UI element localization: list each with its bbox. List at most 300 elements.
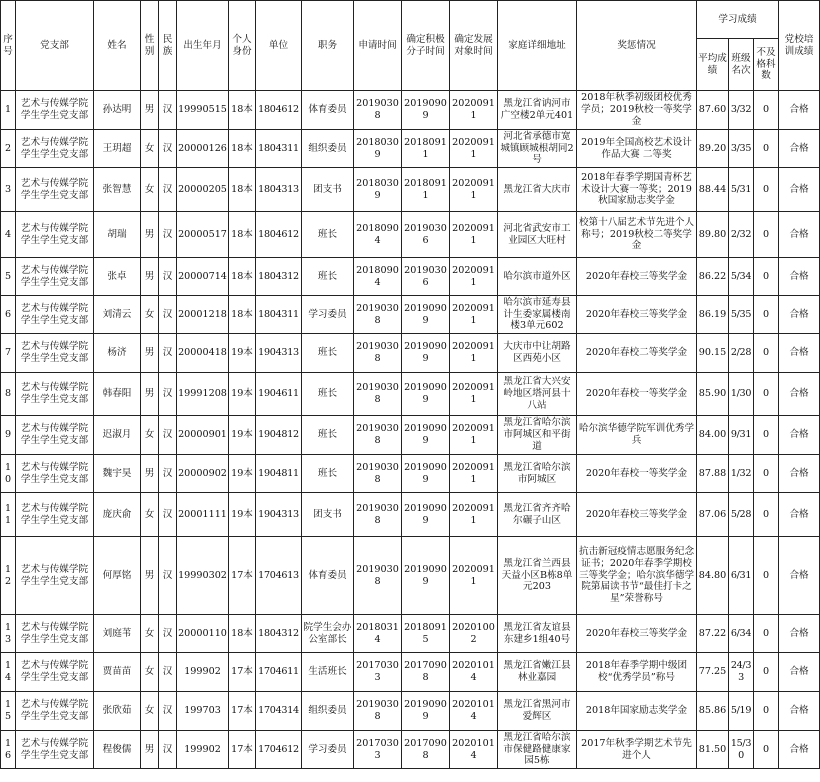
branch-cell: 艺术与传媒学院学生学生党支部 <box>16 653 94 692</box>
name-cell: 迟淑月 <box>94 416 141 455</box>
birth-cell: 20000517 <box>177 212 229 258</box>
birth-cell: 199902 <box>177 731 229 769</box>
birth-cell: 19991208 <box>177 373 229 416</box>
avg-score-cell: 86.19 <box>697 296 729 334</box>
avg-score-cell: 85.90 <box>697 373 729 416</box>
birth-cell: 20000902 <box>177 455 229 493</box>
activist-date-cell: 20180911 <box>402 130 450 168</box>
identity-cell: 18本 <box>229 296 256 334</box>
candidate-date-cell: 20200911 <box>450 258 498 296</box>
activist-date-cell: 20190909 <box>402 296 450 334</box>
awards-cell: 抗击新冠疫情志愿服务纪念证书；2020年春季学期校三等奖学金；哈尔滨华德学院第届读书节“最佳打卡之星”荣誉称号 <box>577 537 697 615</box>
avg-score-cell: 89.20 <box>697 130 729 168</box>
apply-date-cell: 20180904 <box>354 258 402 296</box>
gender-cell: 女 <box>141 653 159 692</box>
class-rank-cell: 1/32 <box>729 455 754 493</box>
awards-cell: 2020年春校三等奖学金 <box>577 296 697 334</box>
class-rank-cell: 2/32 <box>729 212 754 258</box>
ethnicity-cell: 汉 <box>159 493 177 537</box>
avg-score-cell: 88.44 <box>697 168 729 212</box>
unit-cell: 1904313 <box>256 493 302 537</box>
gender-cell: 女 <box>141 692 159 731</box>
unit-cell: 1804312 <box>256 615 302 653</box>
identity-cell: 19本 <box>229 455 256 493</box>
index-cell: 15 <box>1 692 16 731</box>
name-cell: 刘庭苇 <box>94 615 141 653</box>
apply-date-cell: 20180904 <box>354 212 402 258</box>
class-rank-cell: 3/32 <box>729 91 754 130</box>
failed-count-cell: 0 <box>754 537 779 615</box>
training-cell: 合格 <box>779 692 820 731</box>
candidate-date-cell: 20200911 <box>450 168 498 212</box>
awards-cell: 校第十八届艺术节先进个人称号；2019秋校二等奖学金 <box>577 212 697 258</box>
branch-cell: 艺术与传媒学院学生学生党支部 <box>16 615 94 653</box>
header-index: 序号 <box>1 1 16 91</box>
activist-date-cell: 20180915 <box>402 615 450 653</box>
name-cell: 庞庆俞 <box>94 493 141 537</box>
training-cell: 合格 <box>779 296 820 334</box>
address-cell: 黑龙江省哈尔滨市保健路健康家园5栋 <box>498 731 577 769</box>
table-row <box>1 615 820 653</box>
birth-cell: 199902 <box>177 653 229 692</box>
address-cell: 黑龙江省哈尔滨市阿城区和平街道 <box>498 416 577 455</box>
gender-cell: 女 <box>141 296 159 334</box>
ethnicity-cell: 汉 <box>159 168 177 212</box>
birth-cell: 20000418 <box>177 334 229 373</box>
candidate-date-cell: 20200911 <box>450 91 498 130</box>
position-cell: 团支书 <box>302 168 354 212</box>
activist-date-cell: 20190909 <box>402 91 450 130</box>
unit-cell: 1904811 <box>256 455 302 493</box>
name-cell: 韩春阳 <box>94 373 141 416</box>
apply-date-cell: 20170303 <box>354 731 402 769</box>
branch-cell: 艺术与传媒学院学生学生党支部 <box>16 537 94 615</box>
training-cell: 合格 <box>779 615 820 653</box>
awards-cell: 2020年春校三等奖学金 <box>577 493 697 537</box>
header-ethnicity: 民族 <box>159 1 177 91</box>
avg-score-cell: 87.06 <box>697 493 729 537</box>
failed-count-cell: 0 <box>754 416 779 455</box>
ethnicity-cell: 汉 <box>159 416 177 455</box>
index-cell: 4 <box>1 212 16 258</box>
ethnicity-cell: 汉 <box>159 455 177 493</box>
ethnicity-cell: 汉 <box>159 615 177 653</box>
unit-cell: 1904611 <box>256 373 302 416</box>
address-cell: 黑龙江省友谊县东建乡1组40号 <box>498 615 577 653</box>
class-rank-cell: 6/31 <box>729 537 754 615</box>
failed-count-cell: 0 <box>754 615 779 653</box>
candidate-date-cell: 20200911 <box>450 416 498 455</box>
avg-score-cell: 87.22 <box>697 615 729 653</box>
activist-date-cell: 20170908 <box>402 653 450 692</box>
apply-date-cell: 20190308 <box>354 455 402 493</box>
position-cell: 院学生会办公室部长 <box>302 615 354 653</box>
table-row <box>1 168 820 212</box>
branch-cell: 艺术与传媒学院学生学生党支部 <box>16 373 94 416</box>
training-cell: 合格 <box>779 416 820 455</box>
position-cell: 班长 <box>302 258 354 296</box>
table-row <box>1 537 820 615</box>
header-name: 姓名 <box>94 1 141 91</box>
name-cell: 张卓 <box>94 258 141 296</box>
birth-cell: 20000110 <box>177 615 229 653</box>
position-cell: 体育委员 <box>302 537 354 615</box>
ethnicity-cell: 汉 <box>159 334 177 373</box>
ethnicity-cell: 汉 <box>159 212 177 258</box>
birth-cell: 20000205 <box>177 168 229 212</box>
birth-cell: 20001111 <box>177 493 229 537</box>
activist-date-cell: 20190909 <box>402 493 450 537</box>
header-apply-date: 申请时间 <box>354 1 402 91</box>
header-awards: 奖惩情况 <box>577 1 697 91</box>
gender-cell: 男 <box>141 373 159 416</box>
avg-score-cell: 89.80 <box>697 212 729 258</box>
apply-date-cell: 20180309 <box>354 130 402 168</box>
header-gender: 性别 <box>141 1 159 91</box>
name-cell: 程俊儒 <box>94 731 141 769</box>
gender-cell: 男 <box>141 537 159 615</box>
position-cell: 班长 <box>302 416 354 455</box>
branch-cell: 艺术与传媒学院学生学生党支部 <box>16 258 94 296</box>
identity-cell: 17本 <box>229 537 256 615</box>
training-cell: 合格 <box>779 493 820 537</box>
avg-score-cell: 86.22 <box>697 258 729 296</box>
gender-cell: 男 <box>141 258 159 296</box>
class-rank-cell: 3/35 <box>729 130 754 168</box>
header-class-rank: 班级名次 <box>729 39 754 91</box>
unit-cell: 1704611 <box>256 653 302 692</box>
unit-cell: 1704314 <box>256 692 302 731</box>
failed-count-cell: 0 <box>754 653 779 692</box>
address-cell: 哈尔滨市道外区 <box>498 258 577 296</box>
table-row <box>1 653 820 692</box>
name-cell: 何厚铭 <box>94 537 141 615</box>
index-cell: 1 <box>1 91 16 130</box>
address-cell: 黑龙江省大兴安岭地区塔河县十八站 <box>498 373 577 416</box>
header-avg-score: 平均成绩 <box>697 39 729 91</box>
failed-count-cell: 0 <box>754 296 779 334</box>
birth-cell: 19990302 <box>177 537 229 615</box>
branch-cell: 艺术与传媒学院学生学生党支部 <box>16 455 94 493</box>
position-cell: 组织委员 <box>302 130 354 168</box>
awards-cell: 2020年春校三等奖学金 <box>577 258 697 296</box>
failed-count-cell: 0 <box>754 373 779 416</box>
ethnicity-cell: 汉 <box>159 692 177 731</box>
failed-count-cell: 0 <box>754 455 779 493</box>
index-cell: 8 <box>1 373 16 416</box>
branch-cell: 艺术与传媒学院学生学生党支部 <box>16 731 94 769</box>
class-rank-cell: 5/31 <box>729 168 754 212</box>
index-cell: 11 <box>1 493 16 537</box>
table-row <box>1 416 820 455</box>
activist-date-cell: 20190909 <box>402 373 450 416</box>
activist-date-cell: 20190306 <box>402 212 450 258</box>
position-cell: 团支书 <box>302 493 354 537</box>
address-cell: 河北省武安市工业园区大旺村 <box>498 212 577 258</box>
apply-date-cell: 20190308 <box>354 692 402 731</box>
birth-cell: 20000126 <box>177 130 229 168</box>
avg-score-cell: 84.00 <box>697 416 729 455</box>
activist-date-cell: 20190909 <box>402 692 450 731</box>
table-row <box>1 212 820 258</box>
class-rank-cell: 15/30 <box>729 731 754 769</box>
index-cell: 16 <box>1 731 16 769</box>
header-study-group: 学习成绩 <box>697 1 779 39</box>
address-cell: 哈尔滨市延寿县计生委家属楼南楼3单元602 <box>498 296 577 334</box>
awards-cell: 2018年国家励志奖学金 <box>577 692 697 731</box>
class-rank-cell: 24/33 <box>729 653 754 692</box>
table-row <box>1 130 820 168</box>
header-activist-date: 确定积极分子时间 <box>402 1 450 91</box>
class-rank-cell: 6/34 <box>729 615 754 653</box>
class-rank-cell: 9/31 <box>729 416 754 455</box>
name-cell: 张欣茹 <box>94 692 141 731</box>
unit-cell: 1704613 <box>256 537 302 615</box>
awards-cell: 2018年春季学期中级团校“优秀学员”称号 <box>577 653 697 692</box>
class-rank-cell: 1/30 <box>729 373 754 416</box>
candidate-date-cell: 20200911 <box>450 493 498 537</box>
failed-count-cell: 0 <box>754 334 779 373</box>
activist-date-cell: 20190306 <box>402 258 450 296</box>
name-cell: 刘清云 <box>94 296 141 334</box>
name-cell: 胡瑞 <box>94 212 141 258</box>
ethnicity-cell: 汉 <box>159 731 177 769</box>
apply-date-cell: 20170303 <box>354 653 402 692</box>
candidate-date-cell: 20201014 <box>450 653 498 692</box>
awards-cell: 2020年春校一等奖学金 <box>577 373 697 416</box>
name-cell: 王玥超 <box>94 130 141 168</box>
header-training: 党校培训成绩 <box>779 1 820 91</box>
name-cell: 魏宇昊 <box>94 455 141 493</box>
apply-date-cell: 20190308 <box>354 296 402 334</box>
birth-cell: 20001218 <box>177 296 229 334</box>
training-cell: 合格 <box>779 373 820 416</box>
address-cell: 黑龙江省齐齐哈尔碾子山区 <box>498 493 577 537</box>
branch-cell: 艺术与传媒学院学生学生党支部 <box>16 91 94 130</box>
ethnicity-cell: 汉 <box>159 130 177 168</box>
identity-cell: 18本 <box>229 258 256 296</box>
gender-cell: 女 <box>141 493 159 537</box>
name-cell: 孙达明 <box>94 91 141 130</box>
ethnicity-cell: 汉 <box>159 296 177 334</box>
unit-cell: 1804612 <box>256 91 302 130</box>
unit-cell: 1804311 <box>256 130 302 168</box>
gender-cell: 男 <box>141 731 159 769</box>
ethnicity-cell: 汉 <box>159 373 177 416</box>
birth-cell: 19990515 <box>177 91 229 130</box>
position-cell: 生活班长 <box>302 653 354 692</box>
activist-date-cell: 20190909 <box>402 334 450 373</box>
apply-date-cell: 20190308 <box>354 416 402 455</box>
candidate-date-cell: 20200911 <box>450 373 498 416</box>
birth-cell: 199703 <box>177 692 229 731</box>
ethnicity-cell: 汉 <box>159 91 177 130</box>
candidate-date-cell: 20200911 <box>450 537 498 615</box>
failed-count-cell: 0 <box>754 130 779 168</box>
training-cell: 合格 <box>779 130 820 168</box>
position-cell: 班长 <box>302 334 354 373</box>
candidate-date-cell: 20200911 <box>450 212 498 258</box>
training-cell: 合格 <box>779 731 820 769</box>
address-cell: 大庆市中让胡路区西苑小区 <box>498 334 577 373</box>
gender-cell: 男 <box>141 455 159 493</box>
index-cell: 5 <box>1 258 16 296</box>
header-failed-count: 不及格科数 <box>754 39 779 91</box>
awards-cell: 2017年秋季学期艺术节先进个人 <box>577 731 697 769</box>
branch-cell: 艺术与传媒学院学生学生党支部 <box>16 493 94 537</box>
candidate-date-cell: 20200911 <box>450 130 498 168</box>
avg-score-cell: 77.25 <box>697 653 729 692</box>
position-cell: 组织委员 <box>302 692 354 731</box>
table-row <box>1 373 820 416</box>
candidate-date-cell: 20201002 <box>450 615 498 653</box>
position-cell: 班长 <box>302 455 354 493</box>
candidate-date-cell: 20200911 <box>450 296 498 334</box>
branch-cell: 艺术与传媒学院学生学生党支部 <box>16 692 94 731</box>
training-cell: 合格 <box>779 168 820 212</box>
unit-cell: 1704612 <box>256 731 302 769</box>
identity-cell: 18本 <box>229 212 256 258</box>
training-cell: 合格 <box>779 258 820 296</box>
position-cell: 班长 <box>302 373 354 416</box>
header-candidate-date: 确定发展对象时间 <box>450 1 498 91</box>
candidate-date-cell: 20200911 <box>450 334 498 373</box>
activist-date-cell: 20190909 <box>402 416 450 455</box>
address-cell: 黑龙江省兰西县天益小区B栋8单元203 <box>498 537 577 615</box>
failed-count-cell: 0 <box>754 258 779 296</box>
index-cell: 10 <box>1 455 16 493</box>
identity-cell: 18本 <box>229 168 256 212</box>
activist-date-cell: 20170908 <box>402 731 450 769</box>
failed-count-cell: 0 <box>754 168 779 212</box>
table-row <box>1 258 820 296</box>
candidate-date-cell: 20201014 <box>450 692 498 731</box>
class-rank-cell: 5/19 <box>729 692 754 731</box>
index-cell: 6 <box>1 296 16 334</box>
awards-cell: 2020年春校一等奖学金 <box>577 455 697 493</box>
position-cell: 学习委员 <box>302 296 354 334</box>
identity-cell: 17本 <box>229 653 256 692</box>
index-cell: 2 <box>1 130 16 168</box>
activist-date-cell: 20180911 <box>402 168 450 212</box>
avg-score-cell: 85.86 <box>697 692 729 731</box>
apply-date-cell: 20180309 <box>354 168 402 212</box>
failed-count-cell: 0 <box>754 212 779 258</box>
branch-cell: 艺术与传媒学院学生学生党支部 <box>16 168 94 212</box>
position-cell: 班长 <box>302 212 354 258</box>
gender-cell: 男 <box>141 212 159 258</box>
identity-cell: 17本 <box>229 692 256 731</box>
table-row <box>1 296 820 334</box>
header-unit: 单位 <box>256 1 302 91</box>
class-rank-cell: 5/28 <box>729 493 754 537</box>
unit-cell: 1904812 <box>256 416 302 455</box>
index-cell: 7 <box>1 334 16 373</box>
address-cell: 黑龙江省讷河市广空楼2单元401 <box>498 91 577 130</box>
training-cell: 合格 <box>779 91 820 130</box>
gender-cell: 女 <box>141 416 159 455</box>
address-cell: 黑龙江省嫩江县林业嘉园 <box>498 653 577 692</box>
training-cell: 合格 <box>779 212 820 258</box>
training-cell: 合格 <box>779 537 820 615</box>
gender-cell: 女 <box>141 615 159 653</box>
name-cell: 张智慧 <box>94 168 141 212</box>
position-cell: 体育委员 <box>302 91 354 130</box>
table-row <box>1 731 820 769</box>
address-cell: 河北省承德市宽城镇顾城根胡同2号 <box>498 130 577 168</box>
header-identity: 个人身份 <box>229 1 256 91</box>
candidate-date-cell: 20200911 <box>450 455 498 493</box>
table-row <box>1 91 820 130</box>
failed-count-cell: 0 <box>754 731 779 769</box>
position-cell: 学习委员 <box>302 731 354 769</box>
awards-cell: 2019年全国高校艺术设计作品大赛 二等奖 <box>577 130 697 168</box>
branch-cell: 艺术与传媒学院学生学生党支部 <box>16 296 94 334</box>
branch-cell: 艺术与传媒学院学生学生党支部 <box>16 334 94 373</box>
identity-cell: 19本 <box>229 493 256 537</box>
name-cell: 贾苗苗 <box>94 653 141 692</box>
identity-cell: 18本 <box>229 130 256 168</box>
apply-date-cell: 20190308 <box>354 373 402 416</box>
address-cell: 黑龙江省黑河市爱辉区 <box>498 692 577 731</box>
branch-cell: 艺术与传媒学院学生学生党支部 <box>16 416 94 455</box>
candidate-date-cell: 20201014 <box>450 731 498 769</box>
awards-cell: 2020年春校二等奖学金 <box>577 334 697 373</box>
gender-cell: 男 <box>141 334 159 373</box>
apply-date-cell: 20190308 <box>354 91 402 130</box>
index-cell: 13 <box>1 615 16 653</box>
birth-cell: 20000901 <box>177 416 229 455</box>
avg-score-cell: 87.60 <box>697 91 729 130</box>
index-cell: 3 <box>1 168 16 212</box>
gender-cell: 女 <box>141 168 159 212</box>
name-cell: 杨济 <box>94 334 141 373</box>
avg-score-cell: 90.15 <box>697 334 729 373</box>
awards-cell: 哈尔滨华德学院军训优秀学兵 <box>577 416 697 455</box>
avg-score-cell: 87.88 <box>697 455 729 493</box>
apply-date-cell: 20190308 <box>354 537 402 615</box>
unit-cell: 1804312 <box>256 258 302 296</box>
class-rank-cell: 5/34 <box>729 258 754 296</box>
header-birth: 出生年月 <box>177 1 229 91</box>
unit-cell: 1804313 <box>256 168 302 212</box>
training-cell: 合格 <box>779 653 820 692</box>
header-position: 职务 <box>302 1 354 91</box>
unit-cell: 1904313 <box>256 334 302 373</box>
index-cell: 12 <box>1 537 16 615</box>
training-cell: 合格 <box>779 455 820 493</box>
failed-count-cell: 0 <box>754 493 779 537</box>
ethnicity-cell: 汉 <box>159 537 177 615</box>
identity-cell: 18本 <box>229 91 256 130</box>
table-row <box>1 493 820 537</box>
avg-score-cell: 84.80 <box>697 537 729 615</box>
header-branch: 党支部 <box>16 1 94 91</box>
unit-cell: 1804311 <box>256 296 302 334</box>
identity-cell: 19本 <box>229 334 256 373</box>
activist-date-cell: 20190909 <box>402 455 450 493</box>
identity-cell: 19本 <box>229 373 256 416</box>
apply-date-cell: 20190308 <box>354 493 402 537</box>
awards-cell: 2018年春季学期国青杯艺术设计大赛一等奖；2019秋国家励志奖学金 <box>577 168 697 212</box>
branch-cell: 艺术与传媒学院学生学生党支部 <box>16 212 94 258</box>
table-row <box>1 334 820 373</box>
identity-cell: 19本 <box>229 416 256 455</box>
awards-cell: 2018年秋季初级团校优秀学员；2019秋校一等奖学金 <box>577 91 697 130</box>
awards-cell: 2020年春校三等奖学金 <box>577 615 697 653</box>
table-row <box>1 455 820 493</box>
apply-date-cell: 20190308 <box>354 334 402 373</box>
